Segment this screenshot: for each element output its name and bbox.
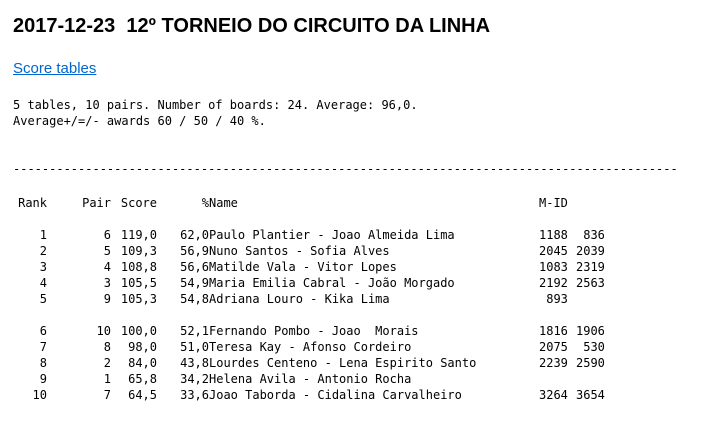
group-spacer-row bbox=[13, 307, 605, 323]
cell-rank: 3 bbox=[39, 260, 47, 274]
cell-pair-names: Lourdes Centeno - Lena Espirito Santo bbox=[209, 356, 477, 370]
cell-score: 98,0 bbox=[128, 340, 157, 354]
cell-percent: 54,8 bbox=[180, 292, 209, 306]
cell-pair-names: Teresa Kay - Afonso Cordeiro bbox=[209, 340, 412, 354]
header-name: Name bbox=[209, 196, 238, 210]
cell-percent: 33,6 bbox=[180, 388, 209, 402]
results-body bbox=[13, 227, 605, 403]
summary-line-tables: 5 tables, 10 pairs. Number of boards: 24. Average: 96,0. bbox=[13, 98, 418, 112]
cell-score: 65,8 bbox=[128, 372, 157, 386]
cell-pair: 7 bbox=[103, 388, 111, 402]
cell-pair-names: Matilde Vala - Vitor Lopes bbox=[209, 260, 397, 274]
cell-member-id-2: 2039 bbox=[576, 244, 605, 258]
header-score: Score bbox=[120, 196, 157, 210]
results-table bbox=[13, 195, 605, 403]
cell-rank: 1 bbox=[39, 228, 47, 242]
table-row bbox=[13, 227, 605, 243]
cell-member-id-2 bbox=[568, 291, 605, 307]
cell-member-id-1: 2045 bbox=[539, 244, 568, 258]
cell-pair: 1 bbox=[103, 372, 111, 386]
cell-score: 64,5 bbox=[128, 388, 157, 402]
cell-pair-names: Maria Emilia Cabral - João Morgado bbox=[209, 276, 455, 290]
cell-member-id-1 bbox=[539, 371, 568, 387]
cell-percent: 34,2 bbox=[180, 372, 209, 386]
cell-score: 109,3 bbox=[120, 244, 157, 258]
cell-pair: 3 bbox=[103, 276, 111, 290]
cell-member-id-1: 2192 bbox=[539, 276, 568, 290]
table-row bbox=[13, 275, 605, 291]
cell-score: 100,0 bbox=[120, 324, 157, 338]
cell-score: 105,5 bbox=[120, 276, 157, 290]
cell-score: 105,3 bbox=[120, 292, 157, 306]
cell-member-id-1: 1188 bbox=[539, 228, 568, 242]
cell-percent: 52,1 bbox=[180, 324, 209, 338]
cell-rank: 9 bbox=[39, 372, 47, 386]
cell-percent: 54,9 bbox=[180, 276, 209, 290]
cell-pair: 5 bbox=[103, 244, 111, 258]
cell-member-id-2: 3654 bbox=[576, 388, 605, 402]
cell-pair-names: Fernando Pombo - Joao Morais bbox=[209, 324, 419, 338]
cell-pair: 4 bbox=[103, 260, 111, 274]
cell-percent: 51,0 bbox=[180, 340, 209, 354]
table-row bbox=[13, 323, 605, 339]
header-pair: Pair bbox=[82, 196, 111, 210]
cell-member-id-1: 893 bbox=[546, 292, 568, 306]
table-row bbox=[13, 387, 605, 403]
cell-pair: 9 bbox=[103, 292, 111, 306]
table-row bbox=[13, 339, 605, 355]
cell-member-id-1: 1083 bbox=[539, 260, 568, 274]
cell-pair-names: Joao Taborda - Cidalina Carvalheiro bbox=[209, 388, 462, 402]
cell-pair: 2 bbox=[103, 356, 111, 370]
cell-pair: 8 bbox=[103, 340, 111, 354]
table-row bbox=[13, 243, 605, 259]
cell-score: 108,8 bbox=[120, 260, 157, 274]
cell-pair-names: Helena Avila - Antonio Rocha bbox=[209, 372, 412, 386]
table-row bbox=[13, 371, 605, 387]
table-row bbox=[13, 259, 605, 275]
cell-percent: 62,0 bbox=[180, 228, 209, 242]
table-row bbox=[13, 355, 605, 371]
cell-percent: 43,8 bbox=[180, 356, 209, 370]
cell-score: 84,0 bbox=[128, 356, 157, 370]
cell-pair: 10 bbox=[96, 324, 111, 338]
results-header-row bbox=[13, 195, 605, 227]
score-tables-link[interactable]: Score tables bbox=[13, 60, 97, 77]
header-member-id: M-ID bbox=[539, 196, 568, 210]
cell-rank: 6 bbox=[39, 324, 47, 338]
cell-rank: 4 bbox=[39, 276, 47, 290]
cell-member-id-1: 3264 bbox=[539, 388, 568, 402]
event-summary bbox=[13, 97, 418, 129]
cell-pair-names: Nuno Santos - Sofia Alves bbox=[209, 244, 390, 258]
cell-pair-names: Paulo Plantier - Joao Almeida Lima bbox=[209, 228, 455, 242]
cell-member-id-1: 1816 bbox=[539, 324, 568, 338]
cell-rank: 2 bbox=[39, 244, 47, 258]
cell-member-id-2: 2319 bbox=[576, 260, 605, 274]
cell-rank: 10 bbox=[32, 388, 47, 402]
separator-line: -------------------------------------------------------------------------------------------- bbox=[13, 162, 678, 176]
cell-rank: 5 bbox=[39, 292, 47, 306]
cell-percent: 56,9 bbox=[180, 244, 209, 258]
cell-rank: 7 bbox=[39, 340, 47, 354]
cell-member-id-2: 836 bbox=[583, 228, 605, 242]
cell-member-id-2: 530 bbox=[583, 340, 605, 354]
cell-member-id-1: 2075 bbox=[539, 340, 568, 354]
cell-pair: 6 bbox=[103, 228, 111, 242]
cell-member-id-2: 2563 bbox=[576, 276, 605, 290]
cell-score: 119,0 bbox=[120, 228, 157, 242]
page-title: 2017-12-23 12º TORNEIO DO CIRCUITO DA LINHA bbox=[13, 15, 491, 37]
header-rank: Rank bbox=[18, 196, 47, 210]
spacer-cell bbox=[13, 307, 605, 323]
cell-rank: 8 bbox=[39, 356, 47, 370]
cell-percent: 56,6 bbox=[180, 260, 209, 274]
cell-member-id-2: 2590 bbox=[576, 356, 605, 370]
header-percent: % bbox=[201, 196, 209, 210]
cell-member-id-1: 2239 bbox=[539, 356, 568, 370]
table-row bbox=[13, 291, 605, 307]
cell-pair-names: Adriana Louro - Kika Lima bbox=[209, 292, 390, 306]
cell-member-id-2: 1906 bbox=[576, 324, 605, 338]
summary-line-awards: Average+/=/- awards 60 / 50 / 40 %. bbox=[13, 114, 266, 128]
cell-member-id-2 bbox=[568, 371, 605, 387]
